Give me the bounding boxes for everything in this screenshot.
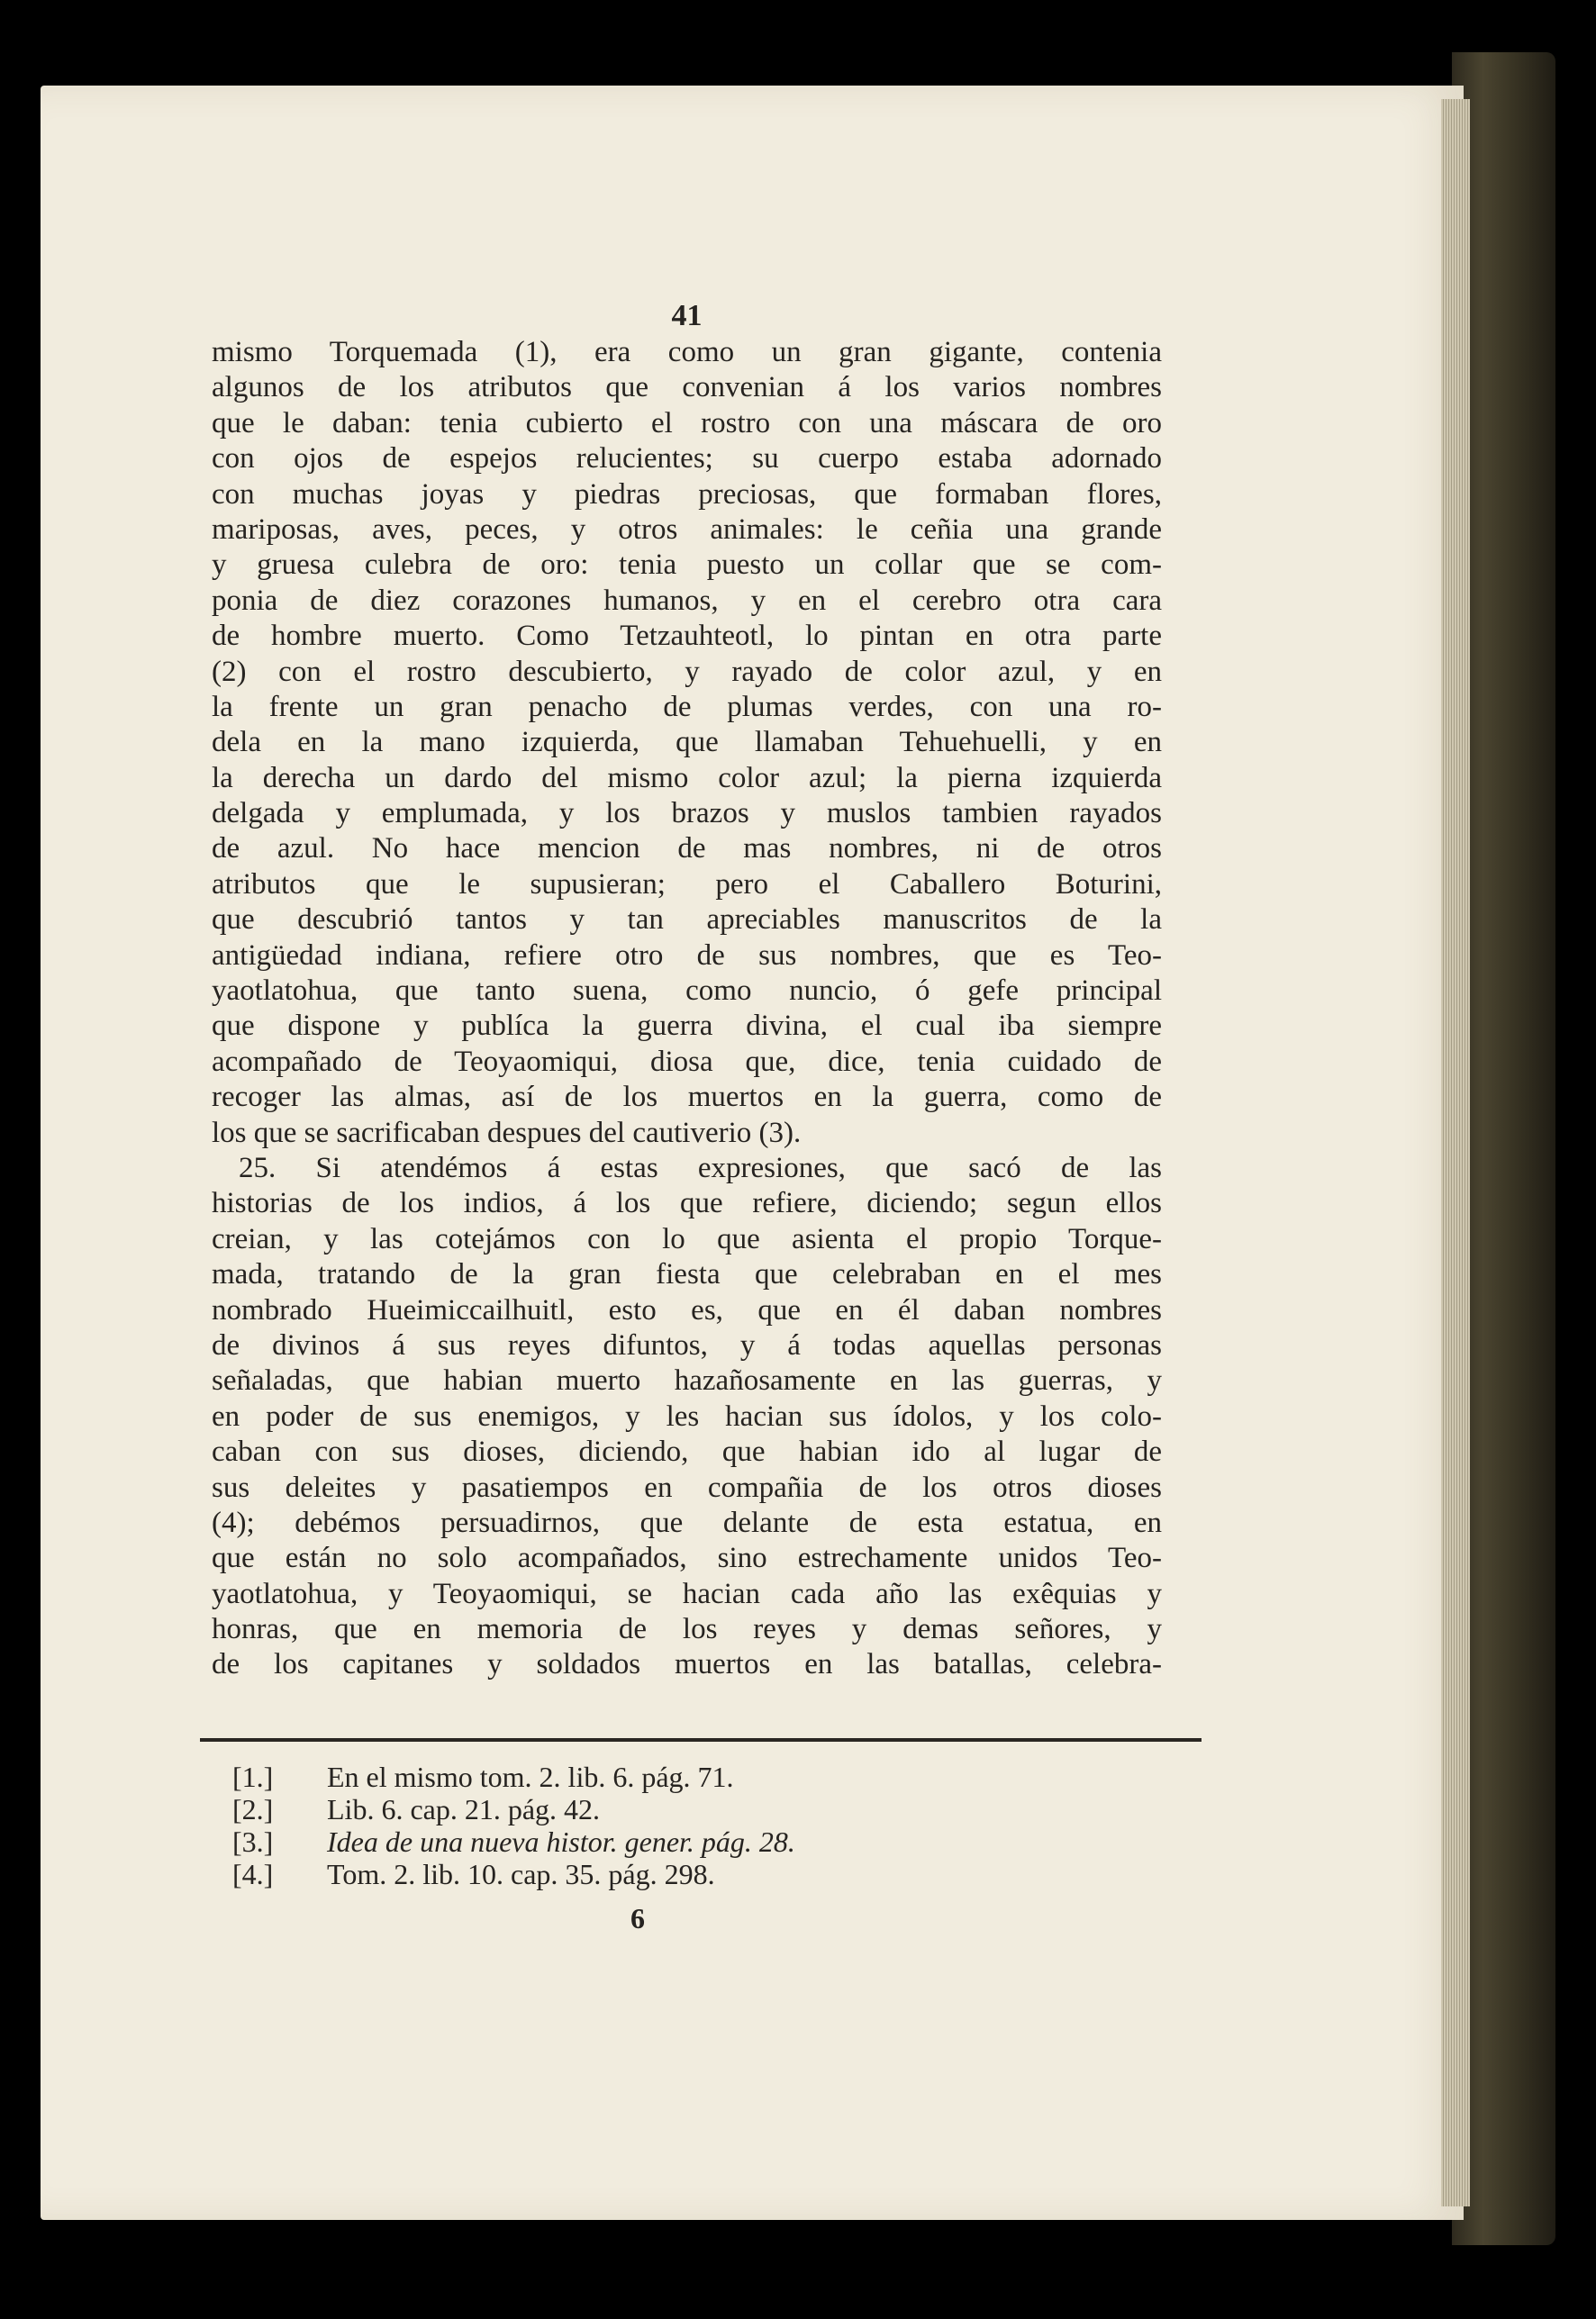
footnote-text: Lib. 6. cap. 21. pág. 42. bbox=[327, 1793, 601, 1825]
text-line: delgada y emplumada, y los brazos y muslos tambien rayados bbox=[212, 797, 1162, 830]
footnote-text: Idea de una nueva histor. gener. pág. 28. bbox=[327, 1825, 795, 1858]
text-line: la frente un gran penacho de plumas verdes, con una ro- bbox=[212, 690, 1162, 723]
footnote-rule bbox=[200, 1738, 1202, 1742]
text-line: dela en la mano izquierda, que llamaban Tehuehuelli, y en bbox=[212, 726, 1162, 759]
text-line: de azul. No hace mencion de mas nombres, ni de otros bbox=[212, 832, 1162, 865]
text-line: yaotlatohua, y Teoyaomiqui, se hacian cada año las exêquias y bbox=[212, 1577, 1162, 1610]
footnote-mark: [4.] bbox=[232, 1858, 274, 1890]
text-line: en poder de sus enemigos, y les hacian sus ídolos, y los colo- bbox=[212, 1400, 1162, 1433]
text-line: recoger las almas, así de los muertos en la guerra, como de bbox=[212, 1081, 1162, 1114]
text-line: de hombre muerto. Como Tetzauhteotl, lo pintan en otra parte bbox=[212, 620, 1162, 653]
footnote-mark: [2.] bbox=[232, 1793, 274, 1825]
text-line: antigüedad indiana, refiere otro de sus nombres, que es Teo- bbox=[212, 938, 1162, 972]
text-line: los que se sacrificaban despues del cautiverio (3). bbox=[212, 1116, 802, 1149]
text-line: la derecha un dardo del mismo color azul; la pierna izquierda bbox=[212, 761, 1162, 794]
text-line: algunos de los atributos que convenian á los varios nombres bbox=[212, 371, 1162, 404]
text-line: con muchas joyas y piedras preciosas, que formaban flores, bbox=[212, 477, 1162, 511]
text-line: 25. Si atendémos á estas expresiones, que sacó de las bbox=[239, 1151, 1162, 1184]
footnote bbox=[232, 1761, 1043, 1793]
text-line: (2) con el rostro descubierto, y rayado de color azul, y en bbox=[212, 655, 1162, 688]
text-line: (4); debémos persuadirnos, que delante de esta estatua, en bbox=[212, 1506, 1162, 1539]
text-line: que le daban: tenia cubierto el rostro con una máscara de oro bbox=[212, 406, 1162, 439]
footnote-mark: [3.] bbox=[232, 1825, 274, 1858]
text-line: y gruesa culebra de oro: tenia puesto un collar que se com- bbox=[212, 548, 1162, 582]
footnotes bbox=[232, 1761, 1043, 1890]
footnote bbox=[232, 1793, 1043, 1825]
text-line: ponia de diez corazones humanos, y en el cerebro otra cara bbox=[212, 584, 1162, 617]
footnote bbox=[232, 1825, 1043, 1858]
text-line: de divinos á sus reyes difuntos, y á todas aquellas personas bbox=[212, 1328, 1162, 1362]
text-line: mismo Torquemada (1), era como un gran gigante, contenia bbox=[212, 336, 1162, 368]
main-text bbox=[212, 297, 1162, 1683]
text-line: honras, que en memoria de los reyes y demas señores, y bbox=[212, 1613, 1162, 1646]
text-line: mada, tratando de la gran fiesta que celebraban en el mes bbox=[212, 1258, 1162, 1291]
footnote bbox=[232, 1858, 1043, 1890]
footnote-text: En el mismo tom. 2. lib. 6. pág. 71. bbox=[327, 1761, 734, 1793]
text-line: que están no solo acompañados, sino estrechamente unidos Teo- bbox=[212, 1542, 1162, 1575]
text-line: acompañado de Teoyaomiqui, diosa que, dice, tenia cuidado de bbox=[212, 1045, 1162, 1078]
text-line: que dispone y publíca la guerra divina, el cual iba siempre bbox=[212, 1010, 1162, 1043]
text-line: de los capitanes y soldados muertos en las batallas, celebra- bbox=[212, 1648, 1162, 1681]
footnote-text: Tom. 2. lib. 10. cap. 35. pág. 298. bbox=[327, 1858, 715, 1890]
page-number: 41 bbox=[671, 299, 703, 332]
text-line: caban con sus dioses, diciendo, que habian ido al lugar de bbox=[212, 1436, 1162, 1469]
text-line: sus deleites y pasatiempos en compañia de los otros dioses bbox=[212, 1471, 1162, 1504]
text-line: atributos que le supusieran; pero el Caballero Boturini, bbox=[212, 867, 1162, 901]
text-line: historias de los indios, á los que refiere, diciendo; segun ellos bbox=[212, 1187, 1162, 1220]
footnote-mark: [1.] bbox=[232, 1761, 274, 1793]
text-line: con ojos de espejos relucientes; su cuerpo estaba adornado bbox=[212, 442, 1162, 476]
page-edges bbox=[1441, 99, 1470, 2206]
text-line: creian, y las cotejámos con lo que asienta el propio Torque- bbox=[212, 1222, 1162, 1255]
text-line: nombrado Hueimiccailhuitl, esto es, que en él daban nombres bbox=[212, 1293, 1162, 1327]
signature-mark: 6 bbox=[630, 1902, 645, 1934]
text-line: yaotlatohua, que tanto suena, como nuncio, ó gefe principal bbox=[212, 974, 1162, 1008]
text-line: señaladas, que habian muerto hazañosamente en las guerras, y bbox=[212, 1364, 1162, 1398]
text-line: que descubrió tantos y tan apreciables manuscritos de la bbox=[212, 903, 1162, 937]
text-line: mariposas, aves, peces, y otros animales: le ceñia una grande bbox=[212, 512, 1162, 546]
